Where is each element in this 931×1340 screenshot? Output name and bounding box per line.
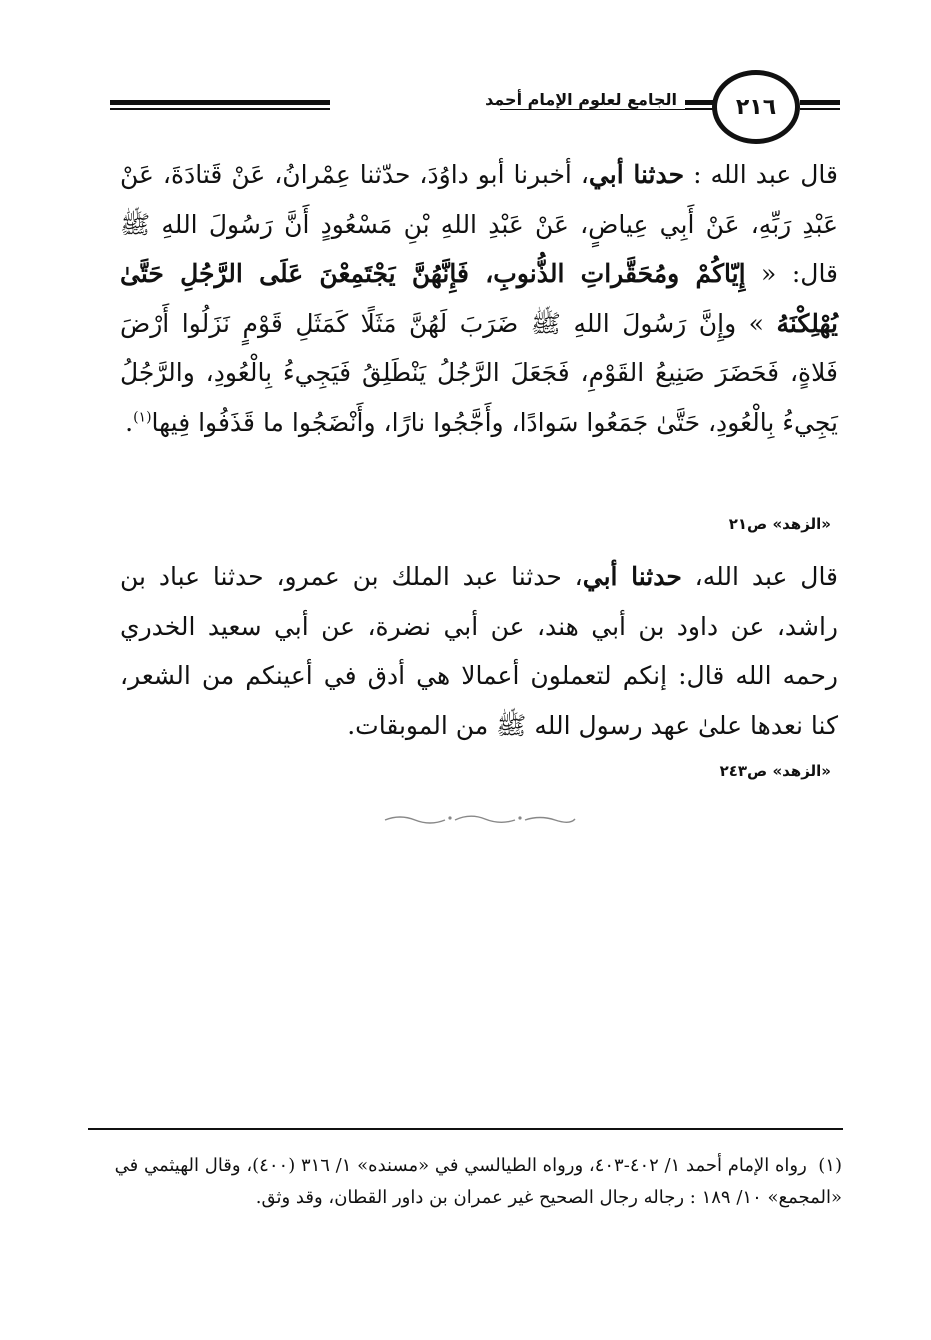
footnote-text: رواه الإمام أحمد ١/ ٤٠٢-٤٠٣، ورواه الطيالسي في «مسنده» ١/ ٣١٦ (٤٠٠)، وقال الهيثمي في «المجمع» ١٠/ ١٨٩ : رجاله رجال الصحيح غير عمران بن داور القطان، وقد وثق. (114, 1155, 842, 1208)
para2-lead: قال عبد الله، (681, 562, 839, 591)
source-citation-1: «الزهد» ص٢١ (728, 515, 831, 533)
ornament-divider (380, 808, 580, 828)
page-number-badge (712, 70, 800, 144)
footnote-separator (88, 1128, 843, 1130)
page-number: ٢١٦ (735, 94, 777, 120)
paragraph-1 (120, 150, 838, 447)
paragraph-2 (120, 552, 838, 750)
para1-rest: ، أخبرنا أبو داوُدَ، حدّثنا عِمْرانُ، عَنْ قَتادَةَ، عَنْ عَبْدِ رَبِّهِ، عَنْ أَبِي عِياضٍ، عَنْ عَبْدِ اللهِ بْنِ مَسْعُودٍ أَنَّ رَسُولَ اللهِ ﷺ قال: « (120, 160, 839, 288)
source-citation-2: «الزهد» ص٢٤٣ (719, 762, 831, 780)
para1-tail: » وإِنَّ رَسُولَ اللهِ ﷺ ضَرَبَ لَهُنَّ مَثَلًا كَمَثَلِ قَوْمٍ نَزَلُوا أَرْضَ فَلاةٍ، فَحَضَرَ صَنِيعُ القَوْمِ، فَجَعَلَ الرَّجُلُ يَنْطَلِقُ فَيَجِيءُ بِالْعُودِ، والرَّجُلُ يَجِيءُ بِالْعُودِ، حَتَّىٰ جَمَعُوا سَوادًا، وأَجَّجُوا نارًا، وأَنْضَجُوا ما قَذَفُوا فِيها (120, 308, 838, 437)
para1-chain: حدثنا أبي (588, 160, 685, 189)
para1-end: . (125, 407, 134, 437)
para1-lead: قال عبد الله : (684, 160, 838, 189)
footnote-reference: (١) (133, 409, 152, 426)
header-rule-right-thick (800, 100, 840, 105)
footnote-1 (90, 1150, 842, 1214)
running-header-title: الجامع لعلوم الإمام أحمد (477, 90, 685, 109)
para2-chain: حدثنا أبي (582, 562, 682, 591)
header-rule-left-thin (110, 108, 330, 110)
header-rule-right-thin (800, 108, 840, 110)
para2-rest: ، حدثنا عبد الملك بن عمرو، حدثنا عباد بن راشد، عن داود بن أبي هند، عن أبي نضرة، عن أبي سعيد الخدري رحمه الله قال: إنكم لتعملون أعمالا هي أدق في أعينكم من الشعر، كنا نعدها علىٰ عهد رسول الله ﷺ من الموبقات. (120, 562, 838, 740)
running-header (100, 68, 840, 148)
header-rule-left-thick (110, 100, 330, 105)
footnote-number: (١) (818, 1155, 842, 1176)
para1-hadith: إِيّاكُمْ ومُحَقَّراتِ الذُّنوبِ، فَإِنَّهُنَّ يَجْتَمِعْنَ عَلَى الرَّجُلِ حَتَّىٰ يُهْلِكْنَهُ (120, 259, 838, 338)
